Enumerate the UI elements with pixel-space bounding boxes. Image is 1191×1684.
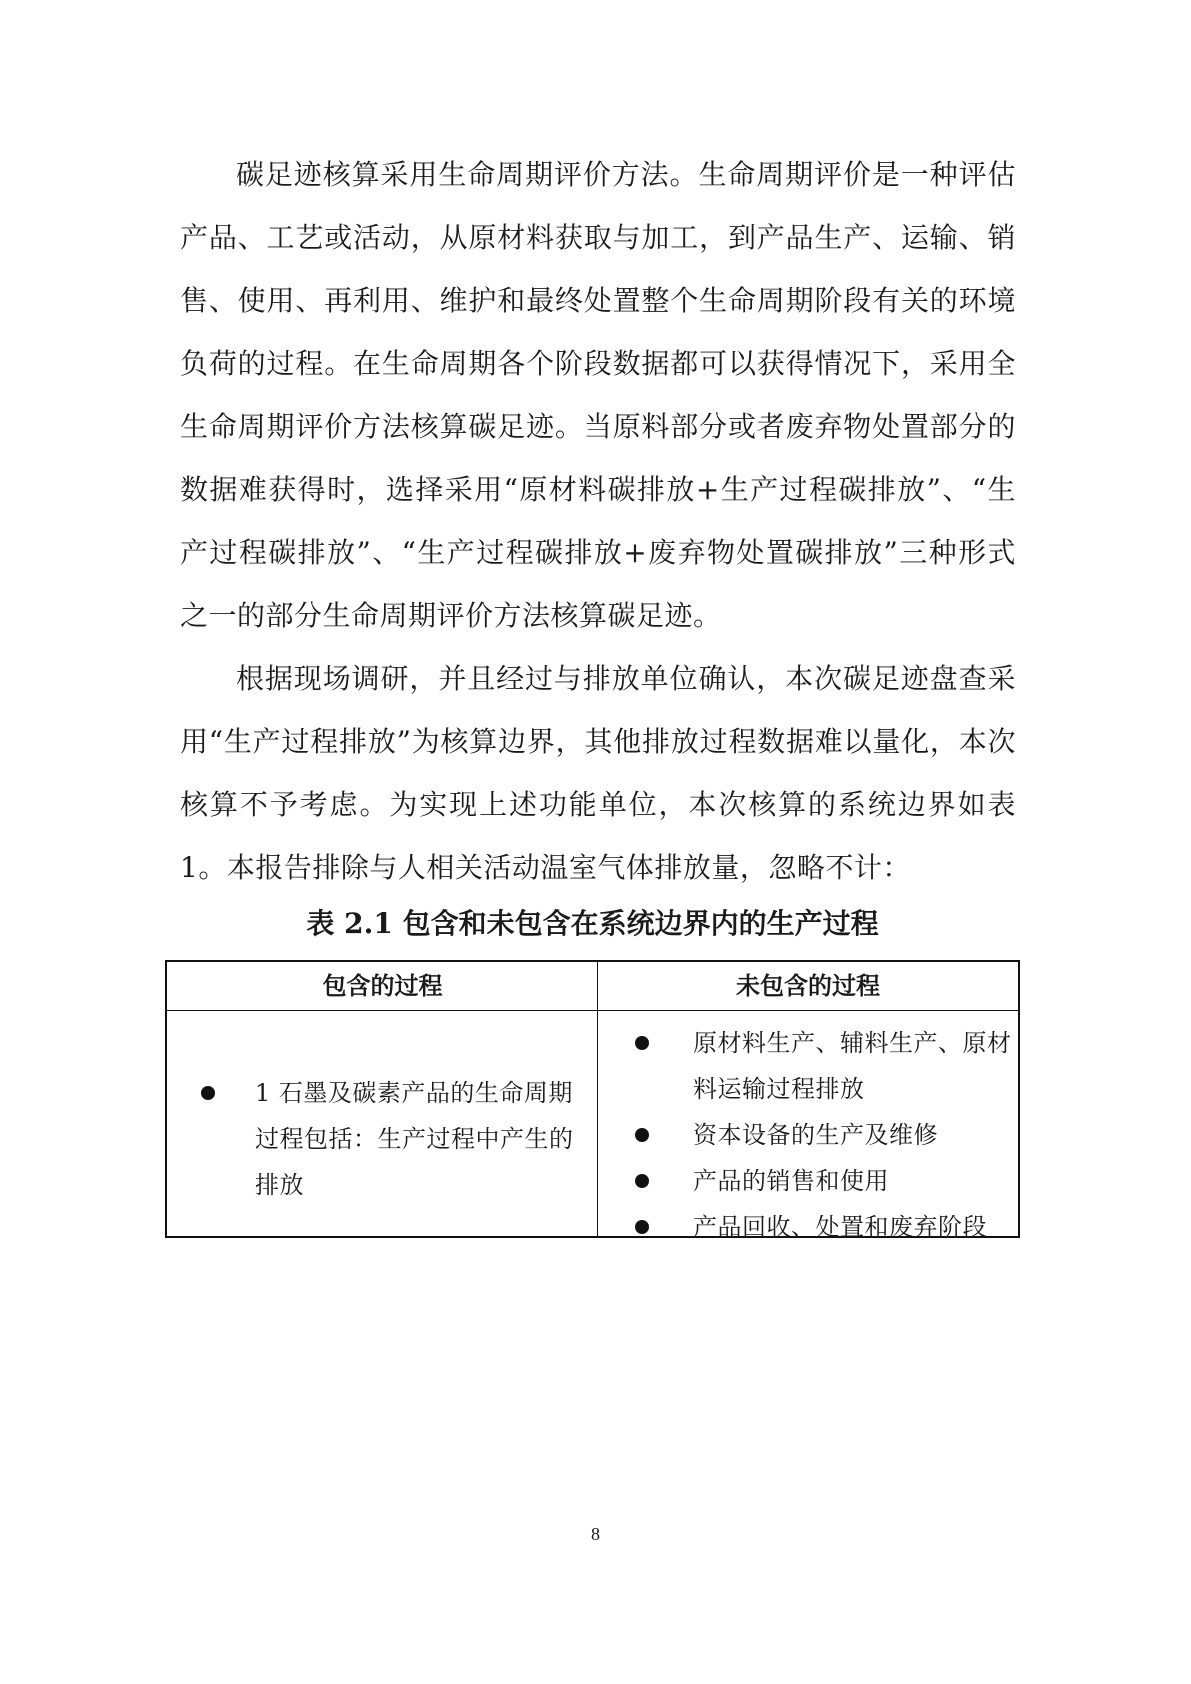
bullet-icon (635, 1220, 649, 1234)
excluded-processes-cell (629, 1020, 1017, 1250)
table-header-excluded: 未包含的过程 (736, 971, 880, 1000)
table-header-divider (167, 1010, 1018, 1011)
system-boundary-table (165, 960, 1020, 1241)
bullet-icon (201, 1086, 215, 1100)
bullet-icon (635, 1036, 649, 1050)
table-header-included: 包含的过程 (322, 971, 443, 1000)
excluded-item-text: 产品的销售和使用 (693, 1167, 889, 1195)
included-processes-cell (195, 1070, 585, 1208)
bullet-icon (635, 1174, 649, 1188)
excluded-item-text: 资本设备的生产及维修 (693, 1121, 938, 1149)
table-column-divider (597, 962, 598, 1236)
excluded-item (629, 1020, 1017, 1112)
excluded-item-text: 产品回收、处置和废弃阶段 (693, 1213, 987, 1241)
table-caption: 表 2.1 包含和未包含在系统边界内的生产过程 (306, 907, 879, 940)
included-item (195, 1070, 585, 1208)
excluded-item (629, 1204, 1017, 1250)
excluded-item (629, 1112, 1017, 1158)
bullet-icon (635, 1128, 649, 1142)
body-paragraph-2: 根据现场调研，并且经过与排放单位确认，本次碳足迹盘查采用“生产过程排放”为核算边界，其他排放过程数据难以量化，本次核算不予考虑。为实现上述功能单位，本次核算的系统边界如表 1。本报告排除与人相关活动温室气体排放量，忽略不计： (180, 662, 1016, 884)
excluded-item-text: 原材料生产、辅料生产、原材料运输过程排放 (693, 1029, 1012, 1103)
page-number: 8 (591, 1524, 600, 1544)
excluded-item (629, 1158, 1017, 1204)
included-item-text: 1 石墨及碳素产品的生命周期过程包括：生产过程中产生的排放 (255, 1079, 574, 1199)
body-paragraph-1: 碳足迹核算采用生命周期评价方法。生命周期评价是一种评估产品、工艺或活动，从原材料获取与加工，到产品生产、运输、销售、使用、再利用、维护和最终处置整个生命周期阶段有关的环境负荷的过程。在生命周期各个阶段数据都可以获得情况下，采用全生命周期评价方法核算碳足迹。当原料部分或者废弃物处置部分的数据难获得时，选择采用“原材料碳排放+生产过程碳排放”、“生产过程碳排放”、“生产过程碳排放+废弃物处置碳排放”三种形式之一的部分生命周期评价方法核算碳足迹。 (180, 158, 1016, 632)
